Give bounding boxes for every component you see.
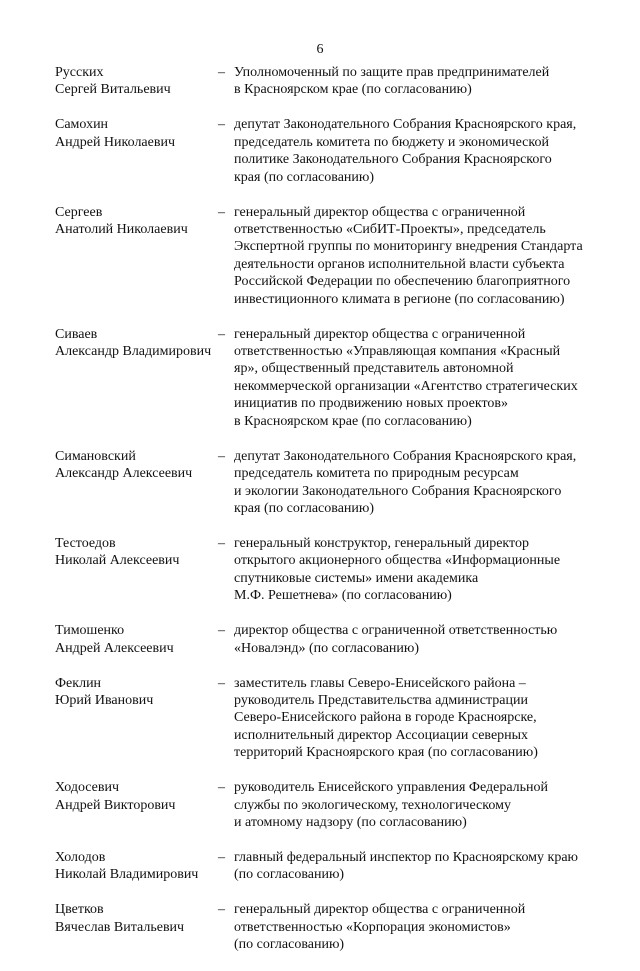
member-name bbox=[55, 326, 218, 430]
position-line: края (по согласованию) bbox=[234, 500, 375, 516]
position-line: спутниковые системы» имени академика bbox=[234, 570, 479, 586]
member-surname: Феклин bbox=[55, 675, 102, 691]
member-name bbox=[55, 64, 218, 99]
member-given-names: Юрий Иванович bbox=[55, 692, 154, 708]
position-line: ответственностью «Управляющая компания «Красный bbox=[234, 344, 561, 360]
position-line: директор общества с ограниченной ответственностью bbox=[234, 623, 558, 639]
position-line: края (по согласованию) bbox=[234, 169, 375, 185]
position-line: ответственностью «СибИТ-Проекты», председатель bbox=[234, 222, 546, 238]
member-position bbox=[232, 326, 610, 430]
position-line: генеральный директор общества с ограниченной bbox=[234, 204, 526, 220]
position-line: генеральный директор общества с ограниченной bbox=[234, 902, 526, 918]
member-entry bbox=[55, 675, 610, 762]
position-line: некоммерческой организации «Агентство стратегических bbox=[234, 378, 578, 394]
member-entry bbox=[55, 779, 610, 831]
position-line: службы по экологическому, технологическому bbox=[234, 797, 511, 813]
member-surname: Симановский bbox=[55, 448, 136, 464]
position-line: яр», общественный представитель автономной bbox=[234, 361, 514, 377]
position-line: депутат Законодательного Собрания Красноярского края, bbox=[234, 448, 577, 464]
position-line: генеральный директор общества с ограниченной bbox=[234, 326, 526, 342]
position-line: председатель комитета по бюджету и экономической bbox=[234, 134, 549, 150]
position-line: инвестиционного климата в регионе (по согласованию) bbox=[234, 291, 565, 307]
position-line: открытого акционерного общества «Информационные bbox=[234, 553, 561, 569]
member-given-names: Николай Владимирович bbox=[55, 867, 199, 883]
member-name bbox=[55, 204, 218, 308]
position-line: генеральный конструктор, генеральный директор bbox=[234, 535, 529, 551]
position-line: (по согласованию) bbox=[234, 867, 345, 883]
member-name bbox=[55, 901, 218, 953]
position-line: руководитель Енисейского управления Федеральной bbox=[234, 780, 549, 796]
entry-dash: – bbox=[218, 902, 225, 918]
member-given-names: Андрей Викторович bbox=[55, 797, 176, 813]
position-line: Северо-Енисейского района в городе Красноярске, bbox=[234, 710, 537, 726]
member-position bbox=[232, 779, 610, 831]
member-surname: Тимошенко bbox=[55, 623, 125, 639]
member-name bbox=[55, 779, 218, 831]
member-entry bbox=[55, 849, 610, 884]
member-entry bbox=[55, 622, 610, 657]
page-number: 6 bbox=[316, 42, 324, 57]
member-entry bbox=[55, 326, 610, 430]
entry-dash: – bbox=[218, 849, 225, 865]
member-name bbox=[55, 622, 218, 657]
member-position bbox=[232, 535, 610, 605]
member-entry bbox=[55, 64, 610, 99]
member-surname: Русских bbox=[55, 65, 104, 80]
member-surname: Тестоедов bbox=[55, 535, 116, 551]
entry-dash: – bbox=[218, 117, 225, 133]
member-given-names: Николай Алексеевич bbox=[55, 553, 180, 569]
position-line: (по согласованию) bbox=[234, 937, 345, 953]
position-line: заместитель главы Северо-Енисейского района – bbox=[234, 675, 526, 691]
position-line: Российской Федерации по обеспечению благоприятного bbox=[234, 274, 571, 290]
member-given-names: Андрей Алексеевич bbox=[55, 640, 174, 656]
member-entry bbox=[55, 901, 610, 953]
member-name bbox=[55, 116, 218, 186]
member-surname: Ходосевич bbox=[55, 780, 120, 796]
entry-dash: – bbox=[218, 623, 225, 639]
position-line: в Красноярском крае (по согласованию) bbox=[234, 413, 472, 429]
member-given-names: Сергей Витальевич bbox=[55, 82, 171, 98]
position-line: территорий Красноярского края (по согласованию) bbox=[234, 745, 538, 761]
entry-dash: – bbox=[218, 204, 225, 220]
position-line: и экологии Законодательного Собрания Красноярского bbox=[234, 483, 562, 499]
member-surname: Сергеев bbox=[55, 204, 103, 220]
position-line: Уполномоченный по защите прав предпринимателей bbox=[234, 65, 550, 80]
member-entry bbox=[55, 116, 610, 186]
member-surname: Сиваев bbox=[55, 326, 98, 342]
position-line: инициатив по продвижению новых проектов» bbox=[234, 396, 509, 412]
member-name bbox=[55, 675, 218, 762]
member-position bbox=[232, 204, 610, 308]
position-line: председатель комитета по природным ресурсам bbox=[234, 466, 519, 482]
entry-dash: – bbox=[218, 448, 225, 464]
entry-dash: – bbox=[218, 780, 225, 796]
position-line: политике Законодательного Собрания Красноярского bbox=[234, 152, 552, 168]
position-line: руководитель Представительства администрации bbox=[234, 692, 528, 708]
member-entry bbox=[55, 204, 610, 308]
entry-dash: – bbox=[218, 675, 225, 691]
member-given-names: Вячеслав Витальевич bbox=[55, 919, 185, 935]
member-position bbox=[232, 64, 610, 99]
position-line: и атомному надзору (по согласованию) bbox=[234, 814, 467, 830]
member-position bbox=[232, 675, 610, 762]
member-entry bbox=[55, 535, 610, 605]
member-name bbox=[55, 448, 218, 518]
position-line: депутат Законодательного Собрания Красноярского края, bbox=[234, 117, 577, 133]
member-position bbox=[232, 448, 610, 518]
member-surname: Самохин bbox=[55, 117, 109, 133]
member-position bbox=[232, 849, 610, 884]
member-surname: Холодов bbox=[55, 849, 106, 865]
member-entry bbox=[55, 448, 610, 518]
position-line: Экспертной группы по мониторингу внедрения Стандарта bbox=[234, 239, 583, 255]
entry-dash: – bbox=[218, 326, 225, 342]
member-given-names: Андрей Николаевич bbox=[55, 134, 175, 150]
position-line: деятельности органов исполнительной власти субъекта bbox=[234, 256, 565, 272]
member-given-names: Александр Алексеевич bbox=[55, 466, 193, 482]
position-line: в Красноярском крае (по согласованию) bbox=[234, 82, 472, 98]
position-line: главный федеральный инспектор по Красноярскому краю bbox=[234, 849, 579, 865]
position-line: ответственностью «Корпорация экономистов» bbox=[234, 919, 511, 935]
member-list bbox=[55, 64, 610, 971]
member-given-names: Анатолий Николаевич bbox=[55, 222, 188, 238]
entry-dash: – bbox=[218, 535, 225, 551]
position-line: исполнительный директор Ассоциации северных bbox=[234, 727, 529, 743]
position-line: «Новалэнд» (по согласованию) bbox=[234, 640, 420, 656]
member-position bbox=[232, 901, 610, 953]
member-surname: Цветков bbox=[55, 902, 104, 918]
member-position bbox=[232, 116, 610, 186]
member-given-names: Александр Владимирович bbox=[55, 344, 212, 360]
entry-dash: – bbox=[218, 65, 225, 80]
member-name bbox=[55, 535, 218, 605]
member-name bbox=[55, 849, 218, 884]
member-position bbox=[232, 622, 610, 657]
position-line: М.Ф. Решетнева» (по согласованию) bbox=[234, 588, 452, 604]
